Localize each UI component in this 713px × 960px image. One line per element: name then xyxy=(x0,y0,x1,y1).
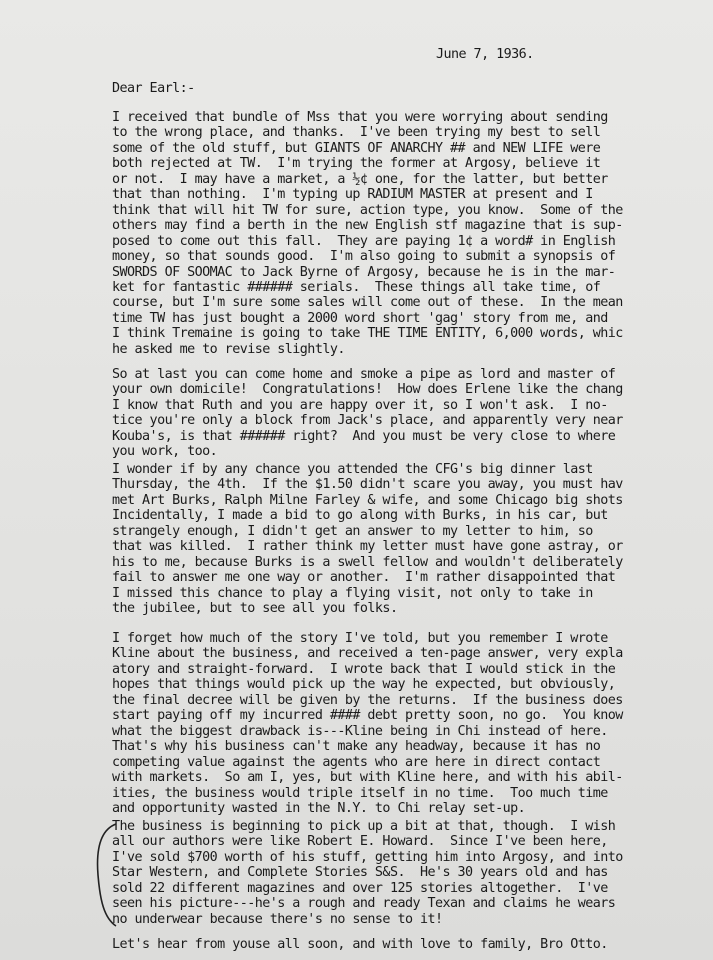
text-line: and opportunity wasted in the N.Y. to Chi relay set-up. xyxy=(112,801,526,816)
text-line: that than nothing. I'm typing up RADIUM MASTER at present and I xyxy=(112,187,593,202)
text-line: both rejected at TW. I'm trying the former at Argosy, believe it xyxy=(112,156,601,171)
text-line: ities, the business would triple itself in no time. Too much time xyxy=(112,786,608,801)
text-line: to the wrong place, and thanks. I've been trying my best to sell xyxy=(112,125,601,140)
text-line: you work, too. xyxy=(112,444,218,459)
text-line: The business is beginning to pick up a bit at that, though. I wish xyxy=(112,819,616,834)
letter-date: June 7, 1936. xyxy=(436,47,534,62)
text-line: I received that bundle of Mss that you were worrying about sending xyxy=(112,110,608,125)
text-line: I wonder if by any chance you attended the CFG's big dinner last xyxy=(112,462,593,477)
text-line: course, but I'm sure some sales will come out of these. In the mean xyxy=(112,295,623,310)
text-line: So at last you can come home and smoke a pipe as lord and master of xyxy=(112,367,616,382)
text-line: I know that Ruth and you are happy over it, so I won't ask. I no- xyxy=(112,398,608,413)
text-line: Thursday, the 4th. If the $1.50 didn't scare you away, you must hav xyxy=(112,477,623,492)
text-line: he asked me to revise slightly. xyxy=(112,342,345,357)
text-line: the final decree will be given by the returns. If the business does xyxy=(112,693,623,708)
text-line: hopes that things would pick up the way he expected, but obviously, xyxy=(112,677,616,692)
text-line: some of the old stuff, but GIANTS OF ANARCHY ## and NEW LIFE were xyxy=(112,141,601,156)
text-line: or not. I may have a market, a ½¢ one, for the latter, but better xyxy=(112,172,608,187)
closing-line: Let's hear from youse all soon, and with love to family, Bro Otto. xyxy=(112,937,608,952)
text-line: met Art Burks, Ralph Milne Farley & wife, and some Chicago big shots xyxy=(112,493,623,508)
text-line: strangely enough, I didn't get an answer to my letter to him, so xyxy=(112,524,593,539)
text-line: Kouba's, is that ###### right? And you must be very close to where xyxy=(112,429,616,444)
text-line: Incidentally, I made a bid to go along with Burks, in his car, but xyxy=(112,508,608,523)
text-line: all our authors were like Robert E. Howard. Since I've been here, xyxy=(112,834,608,849)
text-line: Star Western, and Complete Stories S&S. He's 30 years old and has xyxy=(112,865,608,880)
margin-bracket-mark xyxy=(90,820,120,930)
text-line: sold 22 different magazines and over 125 stories altogether. I've xyxy=(112,881,608,896)
text-line: others may find a berth in the new English stf magazine that is sup- xyxy=(112,218,623,233)
text-line: posed to come out this fall. They are paying 1¢ a word# in English xyxy=(112,234,616,249)
text-line: seen his picture---he's a rough and ready Texan and claims he wears xyxy=(112,896,616,911)
text-line: ket for fantastic ###### serials. These things all take time, of xyxy=(112,280,601,295)
salutation: Dear Earl:- xyxy=(112,81,195,96)
text-line: that was killed. I rather think my letter must have gone astray, or xyxy=(112,539,623,554)
text-line: start paying off my incurred #### debt pretty soon, no go. You know xyxy=(112,708,623,723)
text-line: tice you're only a block from Jack's place, and apparently very near xyxy=(112,413,623,428)
text-line: what the biggest drawback is---Kline being in Chi instead of here. xyxy=(112,724,608,739)
text-line: I've sold $700 worth of his stuff, getting him into Argosy, and into xyxy=(112,850,623,865)
text-line: I think Tremaine is going to take THE TIME ENTITY, 6,000 words, whic xyxy=(112,326,623,341)
text-line: money, so that sounds good. I'm also going to submit a synopsis of xyxy=(112,249,616,264)
text-line: I missed this chance to play a flying visit, not only to take in xyxy=(112,586,593,601)
text-line: no underwear because there's no sense to it! xyxy=(112,912,443,927)
text-line: your own domicile! Congratulations! How does Erlene like the chang xyxy=(112,382,623,397)
text-line: SWORDS OF SOOMAC to Jack Byrne of Argosy, because he is in the mar- xyxy=(112,265,616,280)
text-line: fail to answer me one way or another. I'm rather disappointed that xyxy=(112,570,616,585)
text-line: atory and straight-forward. I wrote back that I would stick in the xyxy=(112,662,616,677)
text-line: Kline about the business, and received a ten-page answer, very expla xyxy=(112,646,623,661)
text-line: time TW has just bought a 2000 word short 'gag' story from me, and xyxy=(112,311,608,326)
text-line: competing value against the agents who are here in direct contact xyxy=(112,755,601,770)
text-line: his to me, because Burks is a swell fellow and wouldn't deliberately xyxy=(112,555,623,570)
text-line: think that will hit TW for sure, action type, you know. Some of the xyxy=(112,203,623,218)
text-line: That's why his business can't make any headway, because it has no xyxy=(112,739,601,754)
text-line: the jubilee, but to see all you folks. xyxy=(112,601,398,616)
text-line: I forget how much of the story I've told, but you remember I wrote xyxy=(112,631,608,646)
text-line: with markets. So am I, yes, but with Kline here, and with his abil- xyxy=(112,770,623,785)
